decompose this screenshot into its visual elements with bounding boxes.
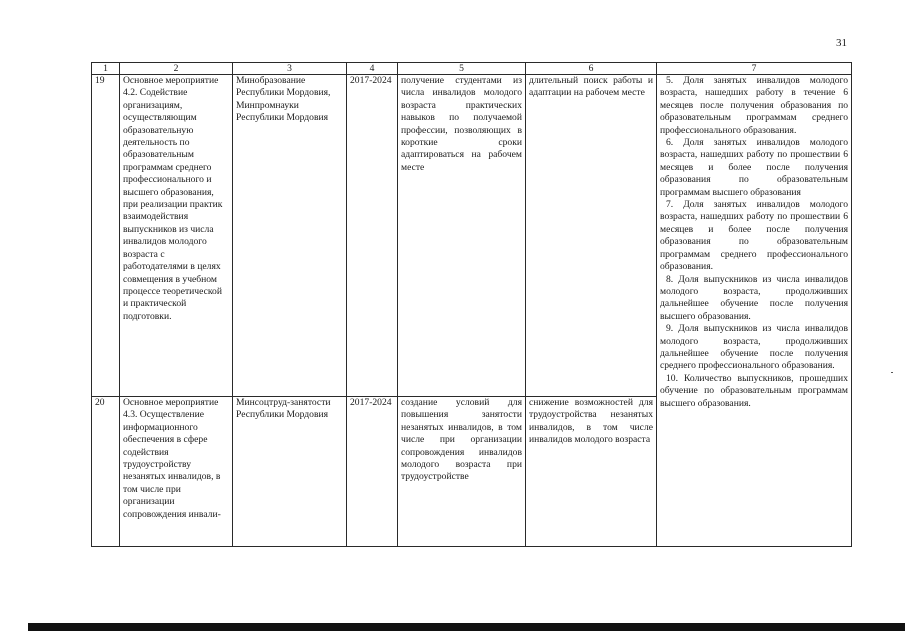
column-header: 5 bbox=[398, 63, 526, 75]
indicator-item: 8. Доля выпускников из числа инвалидов молодого возраста, продолживших дальнейшее обучение после получения высшего образования. bbox=[660, 273, 848, 322]
column-header: 4 bbox=[347, 63, 398, 75]
executor-cell: Минсоцтруд-занятости Республики Мордовия bbox=[233, 397, 347, 547]
indicator-item: 5. Доля занятых инвалидов молодого возраста, нашедших работу в течение 6 месяцев после получения образования по образовательным программам среднего профессионального образования. bbox=[660, 75, 848, 136]
scan-bottom-border bbox=[28, 623, 905, 631]
indicator-item: 10. Количество выпускников, прошедших обучение по образовательным программам высшего образования. bbox=[660, 372, 848, 409]
scan-mark bbox=[891, 372, 893, 373]
column-header: 3 bbox=[233, 63, 347, 75]
result-cell: создание условий для повышения занятости незанятых инвалидов, в том числе при организации сопровождения инвалидов молодого возраста при трудоустройстве bbox=[398, 397, 526, 547]
header-row bbox=[92, 63, 852, 75]
result-cell: получение студентами из числа инвалидов молодого возраста практических навыков по получаемой профессии, позволяющих в короткие сроки адаптироваться на рабочем месте bbox=[398, 75, 526, 397]
page-number: 31 bbox=[836, 37, 847, 49]
event-cell: Основное мероприятие 4.2. Содействие организациям, осуществляющим образовательную деятельность по образовательным программам среднего профессионального и высшего образования, при реализации практик взаимодействия выпускников из числа инвалидов молодого возраста с работодателями в целях совмещения в учебном процессе теоретической и практической подготовки. bbox=[120, 75, 233, 397]
executor-cell: Минобразование Республики Мордовия, Минпромнауки Республики Мордовия bbox=[233, 75, 347, 397]
program-activities-table bbox=[91, 62, 852, 547]
indicator-item: 7. Доля занятых инвалидов молодого возраста, нашедших работу по прошествии 6 месяцев и более после получения образования по образовательным программам среднего профессионального образования. bbox=[660, 199, 848, 273]
column-header: 7 bbox=[657, 63, 852, 75]
row-number: 20 bbox=[92, 397, 120, 547]
column-header: 2 bbox=[120, 63, 233, 75]
indicator-item: 9. Доля выпускников из числа инвалидов молодого возраста, продолживших дальнейшее обучение после получения среднего профессионального образования. bbox=[660, 323, 848, 372]
indicator-item: 6. Доля занятых инвалидов молодого возраста, нашедших работу по прошествии 6 месяцев и более после получения образования по образовательным программам высшего образования bbox=[660, 137, 848, 198]
period-cell: 2017-2024 bbox=[347, 397, 398, 547]
consequence-cell: длительный поиск работы и адаптации на рабочем месте bbox=[526, 75, 657, 397]
column-header: 1 bbox=[92, 63, 120, 75]
consequence-cell: снижение возможностей для трудоустройства незанятых инвалидов, в том числе инвалидов молодого возраста bbox=[526, 397, 657, 547]
indicators-cell bbox=[657, 75, 852, 547]
table-row bbox=[92, 75, 852, 397]
column-header: 6 bbox=[526, 63, 657, 75]
event-cell: Основное мероприятие 4.3. Осуществление информационного обеспечения в сфере содействия трудоустройству незанятых инвалидов, в том числе при организации сопровождения инвали- bbox=[120, 397, 233, 547]
period-cell: 2017-2024 bbox=[347, 75, 398, 397]
row-number: 19 bbox=[92, 75, 120, 397]
